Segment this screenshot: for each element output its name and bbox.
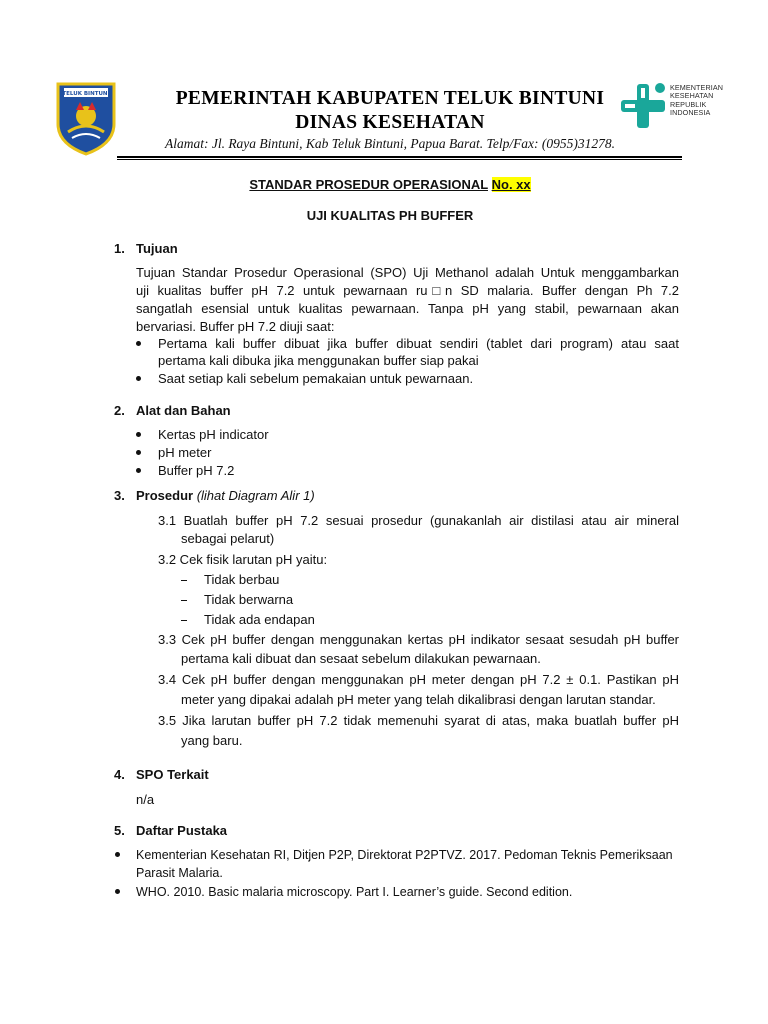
s1-para-line-4: bervariasi. Buffer pH 7.2 diuji saat:: [136, 319, 335, 334]
step-3-5-line-2: yang baru.: [181, 733, 243, 748]
s2-item-2: pH meter: [158, 445, 212, 460]
letterhead-rule-thin: [117, 159, 682, 160]
bullet-dot: [136, 468, 141, 473]
s1-bullet-1-line-1: Pertama kali buffer dibuat jika buffer dibuat sendiri (tablet dari program) atau saat: [158, 336, 679, 351]
section-2-number: 2.: [114, 403, 125, 418]
letterhead-rule-thick: [117, 156, 682, 158]
dash-marker: [181, 600, 187, 601]
section-2-heading: Alat dan Bahan: [136, 403, 231, 418]
crest-caption: TELUK BINTUNI: [62, 91, 110, 97]
step-3-1-line-1: 3.1 Buatlah buffer pH 7.2 sesuai prosedur (gunakanlah air distilasi atau air mineral: [158, 513, 679, 528]
reference-1-line-1: Kementerian Kesehatan RI, Ditjen P2P, Direktorat P2PTVZ. 2017. Pedoman Teknis Pemeriksaan: [136, 848, 673, 862]
bullet-dot: [136, 341, 141, 346]
step-3-4-line-1: 3.4 Cek pH buffer dengan menggunakan pH meter dengan pH 7.2 ± 0.1. Pastikan pH: [158, 672, 679, 687]
step-3-2-item-2: Tidak berwarna: [204, 592, 294, 607]
bullet-dot: [115, 852, 120, 857]
s3-heading-text: Prosedur: [136, 488, 194, 503]
dash-marker: [181, 620, 187, 621]
s1-bullet-2: Saat setiap kali sebelum pemakaian untuk pewarnaan.: [158, 371, 474, 386]
step-3-2-item-3: Tidak ada endapan: [204, 612, 315, 627]
step-3-3-line-1: 3.3 Cek pH buffer dengan menggunakan kertas pH indikator sesaat sesudah pH buffer: [158, 632, 679, 647]
s1-para-line-2: uji kualitas buffer pH 7.2 untuk pewarnaan ru□n SD malaria. Buffer dengan Ph 7.2: [136, 283, 679, 298]
s2-item-1: Kertas pH indicator: [158, 427, 269, 442]
section-5-number: 5.: [114, 823, 125, 838]
bullet-dot: [136, 376, 141, 381]
title-number: No. xx: [491, 177, 531, 192]
section-4-heading: SPO Terkait: [136, 767, 209, 782]
step-3-1-line-2: sebagai pelarut): [181, 531, 275, 546]
reference-1-line-2: Parasit Malaria.: [136, 866, 223, 880]
reference-2: WHO. 2010. Basic malaria microscopy. Part I. Learner’s guide. Second edition.: [136, 885, 573, 899]
step-3-3-line-2: pertama kali dibuat dan sesaat sebelum dilakukan pewarnaan.: [181, 651, 541, 666]
regency-crest-logo: [54, 80, 118, 156]
section-1-heading: Tujuan: [136, 241, 178, 256]
s1-para-line-3: sangatlah esensial untuk kualitas pewarnaan. Tanpa pH yang stabil, pewarnaan akan: [136, 301, 679, 316]
logo-line-4: INDONESIA: [670, 108, 711, 118]
document-subtitle: UJI KUALITAS PH BUFFER: [306, 208, 474, 223]
document-title: [130, 176, 650, 194]
logo-line-3: REPUBLIK: [670, 99, 707, 109]
section-3-heading: [136, 487, 315, 505]
bullet-dot: [115, 889, 120, 894]
section-4-number: 4.: [114, 767, 125, 782]
step-3-5-line-1: 3.5 Jika larutan buffer pH 7.2 tidak memenuhi syarat di atas, maka buatlah buffer pH: [158, 713, 679, 728]
dash-marker: [181, 580, 187, 581]
section-5-heading: Daftar Pustaka: [136, 823, 228, 838]
s2-item-3: Buffer pH 7.2: [158, 463, 235, 478]
section-3-number: 3.: [114, 488, 125, 503]
step-3-2: 3.2 Cek fisik larutan pH yaitu:: [158, 552, 328, 567]
s3-diagram-note: (lihat Diagram Alir 1): [196, 488, 315, 503]
step-3-2-item-1: Tidak berbau: [204, 572, 280, 587]
title-main: STANDAR PROSEDUR OPERASIONAL: [249, 177, 488, 192]
logo-line-1: KEMENTERIAN: [670, 83, 724, 92]
s1-para-line-1: Tujuan Standar Prosedur Operasional (SPO) Uji Methanol adalah Untuk menggambarkan: [136, 265, 679, 280]
logo-line-2: KESEHATAN: [670, 91, 714, 101]
section-1-number: 1.: [114, 241, 125, 256]
s4-value: n/a: [136, 792, 155, 807]
s1-bullet-1-line-2: pertama kali dibuka jika menggunakan buffer siap pakai: [158, 353, 479, 368]
bullet-dot: [136, 432, 141, 437]
step-3-4-line-2: meter yang dipakai adalah pH meter yang telah dikalibrasi dengan larutan standar.: [181, 692, 656, 707]
letterhead-government: PEMERINTAH KABUPATEN TELUK BINTUNI: [175, 88, 605, 109]
letterhead-agency: DINAS KESEHATAN: [295, 112, 485, 133]
letterhead-address: Alamat: Jl. Raya Bintuni, Kab Teluk Bintuni, Papua Barat. Telp/Fax: (0955)31278.: [164, 136, 616, 151]
bullet-dot: [136, 450, 141, 455]
